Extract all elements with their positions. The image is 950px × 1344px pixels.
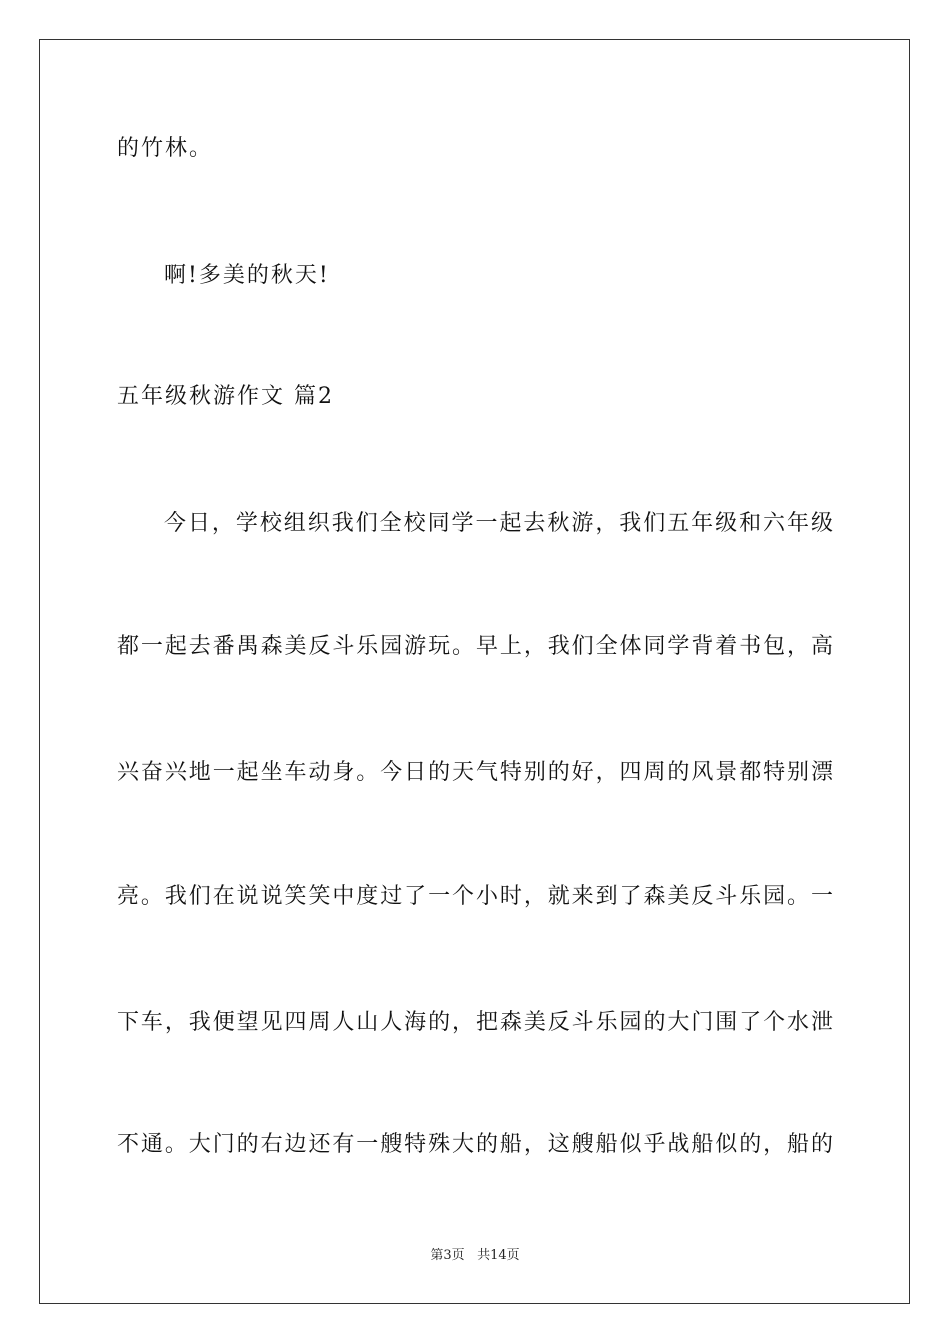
page-number: 第3页 <box>430 1248 465 1263</box>
text-line-4: 今日，学校组织我们全校同学一起去秋游，我们五年级和六年级 <box>164 511 833 536</box>
page-frame <box>39 39 910 1304</box>
text-line-2: 啊!多美的秋天! <box>164 263 330 288</box>
text-line-6: 兴奋兴地一起坐车动身。今日的天气特别的好，四周的风景都特别漂 <box>117 760 833 785</box>
text-line-9: 不通。大门的右边还有一艘特殊大的船，这艘船似乎战船似的，船的 <box>117 1132 833 1157</box>
text-line-7: 亮。我们在说说笑笑中度过了一个小时，就来到了森美反斗乐园。一 <box>117 884 833 909</box>
page-total: 共14页 <box>477 1248 520 1263</box>
page-footer <box>0 1247 950 1265</box>
section-heading: 五年级秋游作文 篇2 <box>117 384 334 409</box>
text-line-8: 下车，我便望见四周人山人海的，把森美反斗乐园的大门围了个水泄 <box>117 1010 833 1035</box>
text-line-1: 的竹林。 <box>117 136 214 161</box>
text-line-5: 都一起去番禺森美反斗乐园游玩。早上，我们全体同学背着书包，高 <box>117 634 833 659</box>
